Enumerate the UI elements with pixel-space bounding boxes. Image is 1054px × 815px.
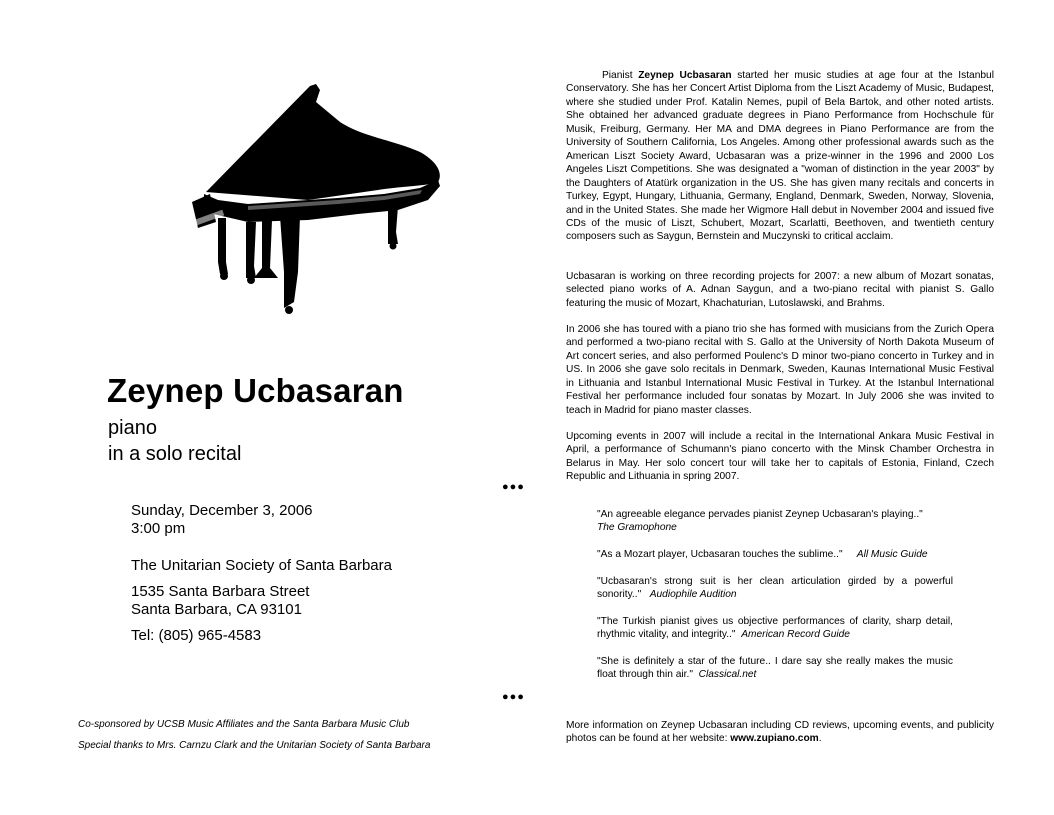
bio-prefix: Pianist	[602, 70, 639, 81]
venue-street: 1535 Santa Barbara Street	[131, 583, 310, 600]
event-time: 3:00 pm	[131, 520, 186, 537]
bio-paragraph-2	[566, 270, 994, 310]
bio-2006-tour: In 2006 she has toured with a piano trio she has formed with musicians from the Zurich Opera and performed a two-piano recital with S. Gallo at the University of North Dakota Museum of Art concert series, and also performed Poulenc's D minor two-piano concerto in Turkey and in US. In 2006 she gave solo recitals in Denmark, Sweden, Kaunas International Music Festival in Lithuania and Istanbul International Music Festival in Turkey. At the Istanbul International Festival her performance included four sonatas by Mozart. In July 2006 she was invited to teach in Madrid for piano master classes.	[566, 324, 994, 416]
quote-source: Audiophile Audition	[649, 589, 737, 601]
thanks-note: Special thanks to Mrs. Carnzu Clark and the Unitarian Society of Santa Barbara	[78, 740, 431, 751]
instrument-label: piano	[108, 417, 157, 439]
quote-source: American Record Guide	[741, 629, 850, 641]
separator-bottom: ●●●	[502, 691, 525, 703]
quote-text: "An agreeable elegance pervades pianist Zeynep Ucbasaran's playing.."	[597, 509, 923, 520]
bio-paragraph-1	[566, 69, 994, 244]
press-quote	[597, 548, 953, 561]
press-quote	[597, 615, 953, 642]
quote-source: Classical.net	[698, 669, 757, 681]
quote-source: All Music Guide	[856, 549, 928, 560]
more-info	[566, 719, 994, 746]
quote-text: "The Turkish pianist gives us objective performances of clarity, sharp detail, rhythmic vitality, and integrity.."	[597, 616, 953, 641]
quote-source: The Gramophone	[597, 522, 677, 534]
grand-piano-icon	[188, 82, 446, 314]
quote-text: "She is definitely a star of the future.. I dare say she really makes the music float through thin air."	[597, 656, 953, 681]
bio-upcoming-events: Upcoming events in 2007 will include a recital in the International Ankara Music Festival in April, a performance of Schumann's piano concerto with the Minsk Chamber Orchestra in Belarus in May. Her solo concert tour will take her to capitals of Estonia, Finland, Czech Republic and Lithuania in spring 2007.	[566, 431, 994, 483]
press-quote	[597, 575, 953, 602]
recital-subtitle	[108, 415, 241, 467]
recital-type-label: in a solo recital	[108, 443, 242, 465]
quote-text: "Ucbasaran's strong suit is her clean articulation girded by a powerful sonority.."	[597, 576, 953, 601]
venue-name: The Unitarian Society of Santa Barbara	[131, 557, 392, 574]
bio-paragraph-4	[566, 430, 994, 484]
separator-top: ●●●	[502, 481, 525, 493]
quote-text: "As a Mozart player, Ucbasaran touches the sublime.."	[597, 549, 843, 560]
bio-performer-name: Zeynep Ucbasaran	[638, 70, 732, 81]
more-info-end: .	[818, 733, 822, 745]
venue-city: Santa Barbara, CA 93101	[131, 601, 302, 618]
press-quote	[597, 655, 953, 682]
bio-recording-projects: Ucbasaran is working on three recording projects for 2007: a new album of Mozart sonatas, selected piano works of A. Adnan Saygun, and a two-piano recital with pianist S. Gallo featuring the music of Mozart, Khachaturian, Lutoslawski, and Brahms.	[566, 271, 994, 309]
event-date: Sunday, December 3, 2006	[131, 502, 313, 519]
bio-paragraph-3	[566, 323, 994, 417]
bio-text: started her music studies at age four at the Istanbul Conservatory. She has her Concert Artist Diploma from the Liszt Academy of Music, Budapest, where she studied under Prof. Katalin Nemes, pupil of Bela Bartok, and other noted artists. She obtained her advanced graduate degrees in Piano Performance from Hochschule für Musik, Freiburg, Germany. Her MA and DMA degrees in Piano Performance are from the University of Southern California, Los Angeles. Among other professional awards such as the American Liszt Society Award, Ucbasaran was a prize-winner in the 1996 and 2000 Los Angeles Liszt Competitions. She was designated a "woman of distinction in the year 2003" by the Daughters of Atatürk organization in the US. She has given many recitals and concerts in Turkey, Egypt, Hungary, Lithuania, Germany, England, Denmark, Sweden, Norway, Slovenia, and in the United States. She made her Wigmore Hall debut in November 2004 and issued five CDs of the music of Liszt, Schubert, Mozart, Scarlatti, Beethoven, and twentieth century composers such as Saygun, Bernstein and Muczynski to critical acclaim.	[566, 70, 994, 243]
cosponsor-note: Co-sponsored by UCSB Music Affiliates and the Santa Barbara Music Club	[78, 719, 410, 730]
venue-phone: Tel: (805) 965-4583	[131, 627, 262, 644]
press-quote	[597, 508, 953, 535]
more-info-text: More information on Zeynep Ucbasaran including CD reviews, upcoming events, and publicity photos can be found at her website:	[566, 720, 994, 745]
website-link[interactable]: www.zupiano.com	[730, 733, 819, 745]
performer-name: Zeynep Ucbasaran	[107, 372, 404, 409]
event-details	[131, 502, 392, 645]
